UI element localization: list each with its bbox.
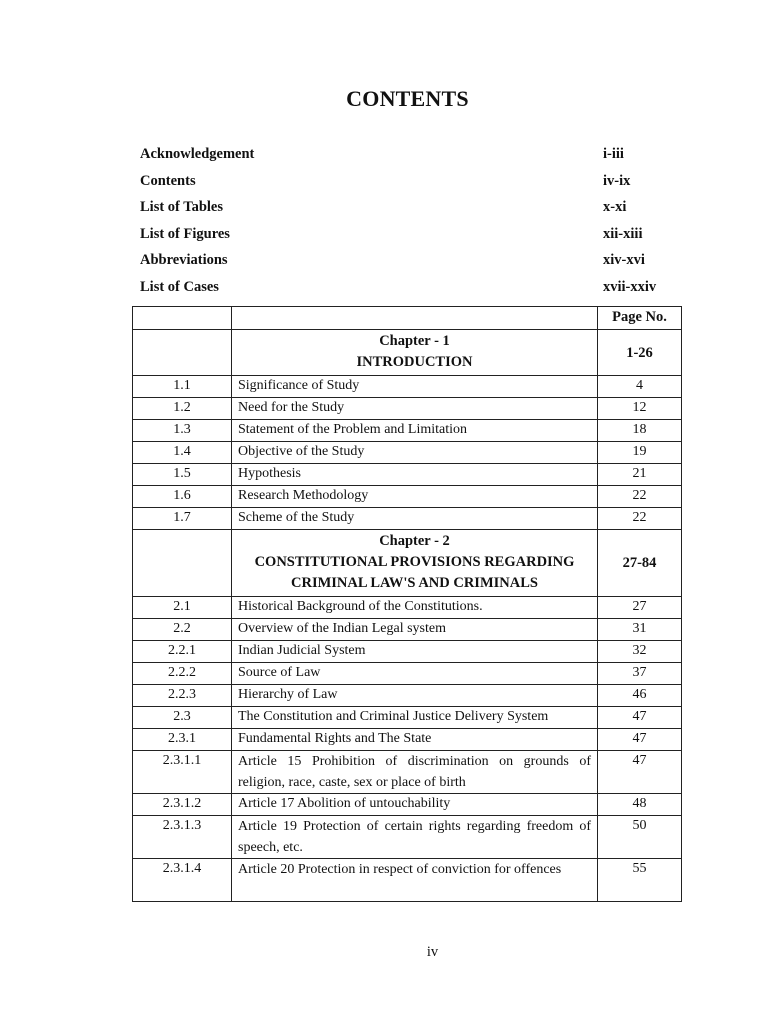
table-row [133, 619, 682, 641]
table-row [133, 729, 682, 751]
section-number: 2.3 [133, 707, 232, 729]
prelim-label: List of Cases [140, 278, 219, 295]
section-title: Article 15 Prohibition of discrimination on grounds of religion, race, caste, sex or place of birth [232, 751, 598, 794]
section-page: 47 [598, 707, 682, 729]
section-page: 18 [598, 420, 682, 442]
section-page: 4 [598, 376, 682, 398]
section-page: 22 [598, 486, 682, 508]
chapter-2-row [133, 530, 682, 597]
prelim-item [140, 279, 700, 306]
header-empty-cell [133, 307, 232, 330]
section-title: Article 19 Protection of certain rights regarding freedom of speech, etc. [232, 816, 598, 859]
prelim-item [140, 252, 700, 279]
table-row [133, 859, 682, 902]
section-title: The Constitution and Criminal Justice Delivery System [232, 707, 598, 729]
section-title: Research Methodology [232, 486, 598, 508]
chapter-label: Chapter - 1 [379, 333, 450, 349]
prelim-pages: xii-xiii [603, 225, 643, 242]
table-row [133, 794, 682, 816]
section-page: 32 [598, 641, 682, 663]
table-row [133, 816, 682, 859]
table-row [133, 464, 682, 486]
section-page: 47 [598, 751, 682, 794]
prelim-label: List of Figures [140, 225, 230, 242]
prelim-item [140, 226, 700, 253]
section-number: 2.2 [133, 619, 232, 641]
section-title: Scheme of the Study [232, 508, 598, 530]
chapter-name-line-2: CRIMINAL LAW'S AND CRIMINALS [291, 575, 538, 591]
section-page: 27 [598, 597, 682, 619]
prelim-pages: i-iii [603, 146, 624, 162]
section-title: Fundamental Rights and The State [232, 729, 598, 751]
section-title: Overview of the Indian Legal system [232, 619, 598, 641]
section-page: 22 [598, 508, 682, 530]
section-title: Historical Background of the Constitutions. [232, 597, 598, 619]
chapter-heading [232, 330, 598, 376]
section-number: 2.1 [133, 597, 232, 619]
section-title: Indian Judicial System [232, 641, 598, 663]
section-number: 2.2.1 [133, 641, 232, 663]
section-page: 46 [598, 685, 682, 707]
page-no-header: Page No. [598, 307, 682, 330]
section-page: 48 [598, 794, 682, 816]
section-number: 1.4 [133, 442, 232, 464]
prelim-pages: xvii-xxiv [603, 278, 657, 295]
table-row [133, 376, 682, 398]
section-number: 2.3.1 [133, 729, 232, 751]
section-number: 2.2.3 [133, 685, 232, 707]
section-title: Objective of the Study [232, 442, 598, 464]
section-title: Article 17 Abolition of untouchability [232, 794, 598, 816]
section-page: 19 [598, 442, 682, 464]
table-row [133, 597, 682, 619]
section-number: 1.7 [133, 508, 232, 530]
section-page: 50 [598, 816, 682, 859]
section-page: 55 [598, 859, 682, 902]
table-row [133, 751, 682, 794]
table-header-row [133, 307, 682, 330]
section-title: Hypothesis [232, 464, 598, 486]
section-number: 2.3.1.4 [133, 859, 232, 902]
section-number: 2.3.1.2 [133, 794, 232, 816]
section-title: Statement of the Problem and Limitation [232, 420, 598, 442]
table-row [133, 442, 682, 464]
chapter-page-range: 1-26 [598, 330, 682, 376]
prelim-pages: x-xi [603, 199, 627, 215]
section-page: 31 [598, 619, 682, 641]
table-row [133, 707, 682, 729]
section-number: 1.3 [133, 420, 232, 442]
table-row [133, 486, 682, 508]
prelim-item [140, 199, 700, 226]
section-number: 1.1 [133, 376, 232, 398]
section-title: Hierarchy of Law [232, 685, 598, 707]
section-number: 2.3.1.1 [133, 751, 232, 794]
section-number: 2.3.1.3 [133, 816, 232, 859]
contents-table [132, 306, 682, 902]
prelim-label: Acknowledgement [140, 146, 255, 162]
prelim-pages: xiv-xvi [603, 252, 645, 268]
section-title: Significance of Study [232, 376, 598, 398]
table-row [133, 398, 682, 420]
chapter-label: Chapter - 2 [379, 533, 450, 549]
section-page: 47 [598, 729, 682, 751]
table-row [133, 420, 682, 442]
section-title: Need for the Study [232, 398, 598, 420]
prelim-item [140, 146, 700, 173]
table-row [133, 685, 682, 707]
chapter-empty-cell [133, 330, 232, 376]
table-row [133, 508, 682, 530]
chapter-name-line-1: CONSTITUTIONAL PROVISIONS REGARDING [254, 554, 575, 570]
section-number: 1.6 [133, 486, 232, 508]
prelim-item [140, 173, 700, 200]
chapter-name: INTRODUCTION [356, 354, 473, 370]
table-row [133, 641, 682, 663]
section-number: 2.2.2 [133, 663, 232, 685]
section-title: Article 20 Protection in respect of conviction for offences [232, 859, 598, 902]
section-number: 1.5 [133, 464, 232, 486]
prelim-label: Abbreviations [140, 252, 228, 268]
section-page: 12 [598, 398, 682, 420]
chapter-page-range: 27-84 [598, 530, 682, 597]
page-title: CONTENTS [346, 86, 469, 111]
chapter-heading [232, 530, 598, 597]
header-empty-cell [232, 307, 598, 330]
section-number: 1.2 [133, 398, 232, 420]
chapter-1-row [133, 330, 682, 376]
chapter-empty-cell [133, 530, 232, 597]
prelim-label: List of Tables [140, 199, 223, 215]
prelim-pages: iv-ix [603, 172, 631, 189]
section-page: 21 [598, 464, 682, 486]
prelims-list [140, 146, 700, 305]
table-row [133, 663, 682, 685]
prelim-label: Contents [140, 172, 196, 189]
footer-page-number: iv [426, 944, 439, 960]
section-title: Source of Law [232, 663, 598, 685]
section-page: 37 [598, 663, 682, 685]
